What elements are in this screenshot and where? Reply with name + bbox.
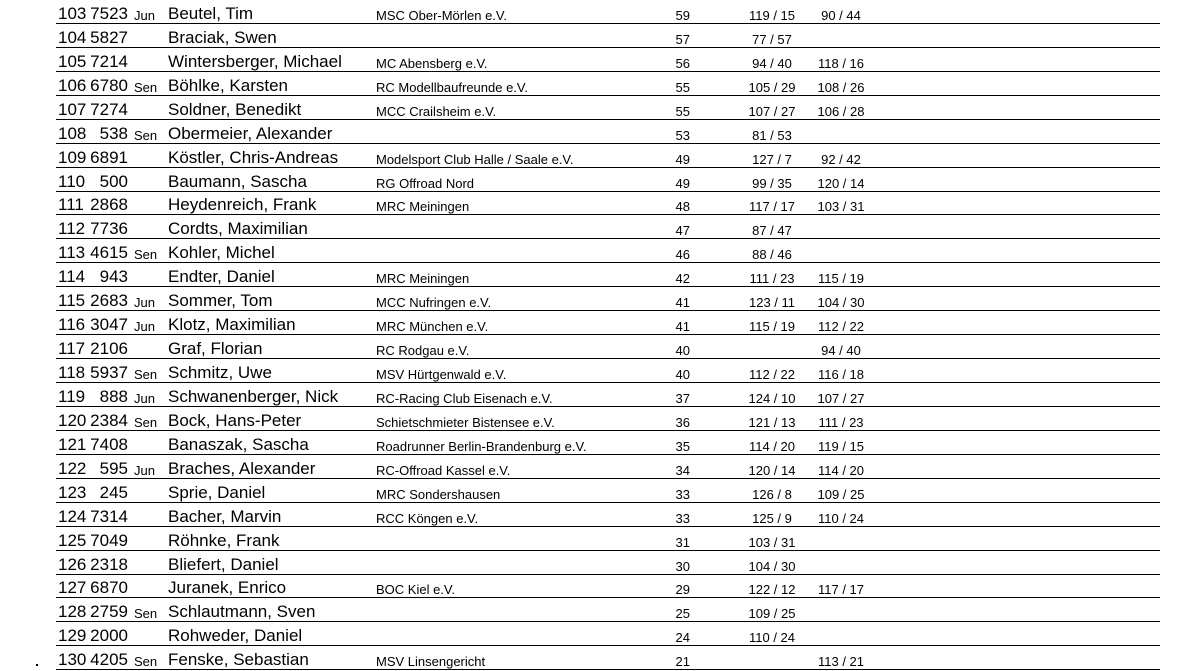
start-number-cell: 538 (99, 123, 128, 143)
driver-name-cell: Klotz, Maximilian (168, 315, 296, 335)
driver-name-cell: Beutel, Tim (168, 3, 254, 23)
points-cell: 41 (675, 319, 690, 335)
round2-cell (801, 46, 881, 47)
round1-cell: 115 / 19 (748, 319, 796, 335)
club-cell: MRC Meiningen (376, 199, 470, 215)
club-cell: RCC Köngen e.V. (376, 510, 479, 526)
club-cell: MCC Nufringen e.V. (376, 295, 492, 311)
club-cell: RG Offroad Nord (376, 175, 475, 191)
class-cell: Sen (134, 247, 158, 263)
start-number-cell: 7214 (90, 51, 128, 71)
round1-cell: 94 / 40 (752, 55, 792, 71)
round1-cell (732, 668, 812, 669)
points-cell: 41 (675, 295, 690, 311)
round2-cell: 120 / 14 (817, 175, 865, 191)
points-cell: 25 (675, 606, 690, 622)
round2-cell: 107 / 27 (817, 390, 865, 406)
table-row (56, 335, 1160, 359)
class-cell: Sen (134, 367, 158, 382)
rank-cell: 105 (58, 51, 87, 71)
round2-cell: 104 / 30 (817, 295, 865, 311)
rank-cell: 104 (58, 27, 87, 47)
round2-cell: 103 / 31 (817, 199, 865, 215)
rank-cell: 128 (58, 602, 87, 622)
results-table (56, 0, 1160, 670)
rank-cell: 120 (58, 410, 87, 430)
driver-name-cell: Endter, Daniel (168, 267, 275, 287)
round1-cell: 127 / 7 (752, 151, 792, 167)
driver-name-cell: Rohweder, Daniel (168, 626, 303, 646)
round1-cell: 119 / 15 (748, 7, 796, 23)
round1-cell: 110 / 24 (748, 630, 796, 646)
points-cell: 53 (675, 127, 690, 143)
rank-cell: 117 (58, 339, 86, 359)
table-row (56, 0, 1160, 24)
round2-cell (801, 620, 881, 621)
round1-cell: 87 / 47 (752, 223, 792, 239)
scan-mark (36, 664, 38, 666)
round2-cell: 117 / 17 (817, 582, 865, 598)
points-cell: 49 (675, 175, 690, 191)
table-row (56, 263, 1160, 287)
points-cell: 37 (675, 390, 690, 406)
start-number-cell: 6891 (90, 147, 128, 167)
round1-cell: 103 / 31 (748, 534, 796, 550)
rank-cell: 110 (58, 171, 86, 191)
driver-name-cell: Banaszak, Sascha (168, 434, 309, 454)
points-cell: 56 (675, 55, 690, 71)
rank-cell: 111 (58, 195, 84, 215)
club-cell: RC-Racing Club Eisenach e.V. (376, 390, 553, 406)
points-cell: 57 (675, 31, 690, 47)
start-number-cell: 6780 (90, 75, 128, 95)
table-row (56, 96, 1160, 120)
driver-name-cell: Braciak, Swen (168, 27, 277, 47)
driver-name-cell: Bock, Hans-Peter (168, 410, 302, 430)
table-row (56, 359, 1160, 383)
points-cell: 40 (675, 343, 690, 359)
driver-name-cell: Köstler, Chris-Andreas (168, 147, 339, 167)
points-cell: 59 (675, 7, 690, 23)
round2-cell: 108 / 26 (817, 79, 865, 95)
round2-cell: 119 / 15 (817, 438, 865, 454)
round1-cell (732, 357, 812, 358)
round1-cell: 122 / 12 (748, 582, 796, 598)
driver-name-cell: Schmitz, Uwe (168, 363, 272, 382)
class-cell: Sen (134, 606, 158, 622)
points-cell: 24 (675, 630, 690, 646)
class-cell: Sen (134, 654, 158, 670)
round2-cell (801, 644, 881, 645)
driver-name-cell: Sommer, Tom (168, 291, 273, 311)
round1-cell: 77 / 57 (752, 31, 792, 47)
table-row (56, 551, 1160, 575)
driver-name-cell: Braches, Alexander (168, 458, 316, 478)
table-row (56, 144, 1160, 168)
points-cell: 33 (675, 510, 690, 526)
table-row (56, 311, 1160, 335)
start-number-cell: 7408 (90, 434, 128, 454)
start-number-cell: 7274 (90, 99, 128, 119)
round1-cell: 126 / 8 (752, 486, 792, 502)
round2-cell (801, 549, 881, 550)
points-cell: 34 (675, 462, 690, 478)
table-row (56, 646, 1160, 670)
table-row (56, 479, 1160, 503)
points-cell: 29 (675, 582, 690, 598)
rank-cell: 114 (58, 267, 86, 287)
driver-name-cell: Graf, Florian (168, 339, 263, 359)
round1-cell: 81 / 53 (752, 127, 792, 143)
table-row (56, 168, 1160, 192)
driver-name-cell: Bliefert, Daniel (168, 554, 279, 574)
rank-cell: 103 (58, 3, 87, 23)
start-number-cell: 2384 (90, 410, 128, 430)
driver-name-cell: Cordts, Maximilian (168, 219, 308, 239)
class-cell: Sen (134, 127, 158, 143)
round2-cell: 106 / 28 (817, 103, 865, 119)
points-cell: 21 (675, 654, 690, 670)
rank-cell: 106 (58, 75, 87, 95)
club-cell: MSV Hürtgenwald e.V. (376, 367, 507, 382)
round1-cell: 99 / 35 (752, 175, 792, 191)
driver-name-cell: Juranek, Enrico (168, 578, 287, 598)
table-row (56, 503, 1160, 527)
class-cell: Jun (134, 390, 155, 406)
round1-cell: 123 / 11 (748, 295, 796, 311)
round2-cell: 110 / 24 (817, 510, 865, 526)
rank-cell: 121 (58, 434, 87, 454)
round2-cell: 113 / 21 (817, 654, 865, 670)
table-row (56, 598, 1160, 622)
round2-cell: 111 / 23 (818, 414, 864, 430)
start-number-cell: 2000 (90, 626, 128, 646)
points-cell: 31 (675, 534, 690, 550)
round1-cell: 114 / 20 (748, 438, 796, 454)
class-cell: Sen (134, 79, 158, 95)
points-cell: 35 (675, 438, 690, 454)
rank-cell: 109 (58, 147, 87, 167)
round2-cell: 92 / 42 (821, 151, 861, 167)
rank-cell: 113 (58, 243, 86, 263)
points-cell: 40 (675, 367, 690, 382)
points-cell: 55 (675, 79, 690, 95)
driver-name-cell: Schwanenberger, Nick (168, 386, 339, 406)
start-number-cell: 888 (99, 386, 128, 406)
start-number-cell: 6870 (90, 578, 128, 598)
rank-cell: 125 (58, 530, 87, 550)
rank-cell: 112 (58, 219, 86, 239)
driver-name-cell: Soldner, Benedikt (168, 99, 302, 119)
start-number-cell: 4615 (90, 243, 128, 263)
club-cell: RC Modellbaufreunde e.V. (376, 79, 529, 95)
table-row (56, 383, 1160, 407)
round2-cell: 114 / 20 (817, 462, 865, 478)
driver-name-cell: Heydenreich, Frank (168, 195, 317, 215)
driver-name-cell: Schlautmann, Sven (168, 602, 316, 622)
start-number-cell: 5827 (90, 27, 128, 47)
table-row (56, 24, 1160, 48)
points-cell: 48 (675, 199, 690, 215)
rank-cell: 115 (58, 291, 86, 311)
table-row (56, 431, 1160, 455)
round2-cell: 112 / 22 (817, 319, 865, 335)
club-cell: MRC Sondershausen (376, 486, 501, 502)
table-row (56, 192, 1160, 216)
round1-cell: 111 / 23 (749, 271, 795, 287)
round2-cell (801, 573, 881, 574)
table-row (56, 287, 1160, 311)
table-row (56, 72, 1160, 96)
points-cell: 46 (675, 247, 690, 263)
round1-cell: 120 / 14 (748, 462, 796, 478)
points-cell: 49 (675, 151, 690, 167)
rank-cell: 126 (58, 554, 87, 574)
points-cell: 30 (675, 558, 690, 574)
club-cell: RC-Offroad Kassel e.V. (376, 462, 511, 478)
round2-cell (801, 237, 881, 238)
rank-cell: 118 (58, 363, 86, 382)
rank-cell: 129 (58, 626, 87, 646)
round2-cell: 94 / 40 (821, 343, 861, 359)
points-cell: 47 (675, 223, 690, 239)
start-number-cell: 2759 (90, 602, 128, 622)
start-number-cell: 2318 (90, 554, 128, 574)
points-cell: 33 (675, 486, 690, 502)
club-cell: MSC Ober-Mörlen e.V. (376, 7, 508, 23)
round2-cell (801, 261, 881, 262)
driver-name-cell: Bacher, Marvin (168, 506, 282, 526)
rank-cell: 108 (58, 123, 87, 143)
rank-cell: 123 (58, 482, 87, 502)
rank-cell: 119 (58, 386, 86, 406)
club-cell: MRC Meiningen (376, 271, 470, 287)
club-cell: MSV Linsengericht (376, 654, 486, 670)
points-cell: 36 (675, 414, 690, 430)
club-cell: Modelsport Club Halle / Saale e.V. (376, 151, 574, 167)
driver-name-cell: Böhlke, Karsten (168, 75, 289, 95)
rank-cell: 124 (58, 506, 87, 526)
start-number-cell: 2106 (90, 339, 128, 359)
round2-cell: 90 / 44 (821, 7, 861, 23)
driver-name-cell: Wintersberger, Michael (168, 51, 342, 71)
class-cell: Jun (134, 462, 155, 478)
driver-name-cell: Baumann, Sascha (168, 171, 307, 191)
rank-cell: 107 (58, 99, 87, 119)
round1-cell: 124 / 10 (748, 390, 796, 406)
start-number-cell: 595 (99, 458, 128, 478)
rank-cell: 116 (58, 315, 86, 335)
driver-name-cell: Fenske, Sebastian (168, 650, 309, 670)
club-cell: MC Abensberg e.V. (376, 55, 488, 71)
round1-cell: 112 / 22 (748, 367, 796, 382)
club-cell: BOC Kiel e.V. (376, 582, 456, 598)
table-row (56, 527, 1160, 551)
class-cell: Jun (134, 295, 155, 311)
driver-name-cell: Obermeier, Alexander (168, 123, 333, 143)
start-number-cell: 500 (99, 171, 128, 191)
club-cell: MCC Crailsheim e.V. (376, 103, 497, 119)
rank-cell: 127 (58, 578, 87, 598)
round1-cell: 88 / 46 (752, 247, 792, 263)
points-cell: 42 (675, 271, 690, 287)
table-row (56, 575, 1160, 599)
class-cell: Sen (134, 414, 158, 430)
class-cell: Jun (134, 7, 155, 23)
round1-cell: 125 / 9 (752, 510, 792, 526)
start-number-cell: 245 (99, 482, 128, 502)
start-number-cell: 2868 (90, 195, 128, 215)
start-number-cell: 943 (99, 267, 128, 287)
table-row (56, 48, 1160, 72)
class-cell: Jun (134, 319, 155, 335)
rank-cell: 130 (58, 650, 87, 670)
points-cell: 55 (675, 103, 690, 119)
round2-cell: 109 / 25 (817, 486, 865, 502)
table-row (56, 407, 1160, 431)
start-number-cell: 5937 (90, 363, 128, 382)
round2-cell (801, 142, 881, 143)
round1-cell: 109 / 25 (748, 606, 796, 622)
round1-cell: 121 / 13 (748, 414, 796, 430)
driver-name-cell: Röhnke, Frank (168, 530, 280, 550)
start-number-cell: 7736 (90, 219, 128, 239)
driver-name-cell: Kohler, Michel (168, 243, 275, 263)
rank-cell: 122 (58, 458, 87, 478)
driver-name-cell: Sprie, Daniel (168, 482, 266, 502)
round2-cell: 115 / 19 (817, 271, 865, 287)
start-number-cell: 2683 (90, 291, 128, 311)
start-number-cell: 3047 (90, 315, 128, 335)
start-number-cell: 7049 (90, 530, 128, 550)
start-number-cell: 7314 (90, 506, 128, 526)
round1-cell: 104 / 30 (748, 558, 796, 574)
start-number-cell: 7523 (90, 3, 128, 23)
start-number-cell: 4205 (90, 650, 128, 670)
table-row (56, 455, 1160, 479)
round2-cell: 118 / 16 (817, 55, 865, 71)
club-cell: RC Rodgau e.V. (376, 343, 470, 359)
table-row (56, 239, 1160, 263)
round1-cell: 107 / 27 (748, 103, 796, 119)
club-cell: Schietschmieter Bistensee e.V. (376, 414, 555, 430)
club-cell: MRC München e.V. (376, 319, 489, 335)
round2-cell: 116 / 18 (817, 367, 865, 382)
club-cell: Roadrunner Berlin-Brandenburg e.V. (376, 438, 587, 454)
table-row (56, 215, 1160, 239)
round1-cell: 117 / 17 (748, 199, 796, 215)
table-row (56, 622, 1160, 646)
table-row (56, 120, 1160, 144)
round1-cell: 105 / 29 (748, 79, 796, 95)
